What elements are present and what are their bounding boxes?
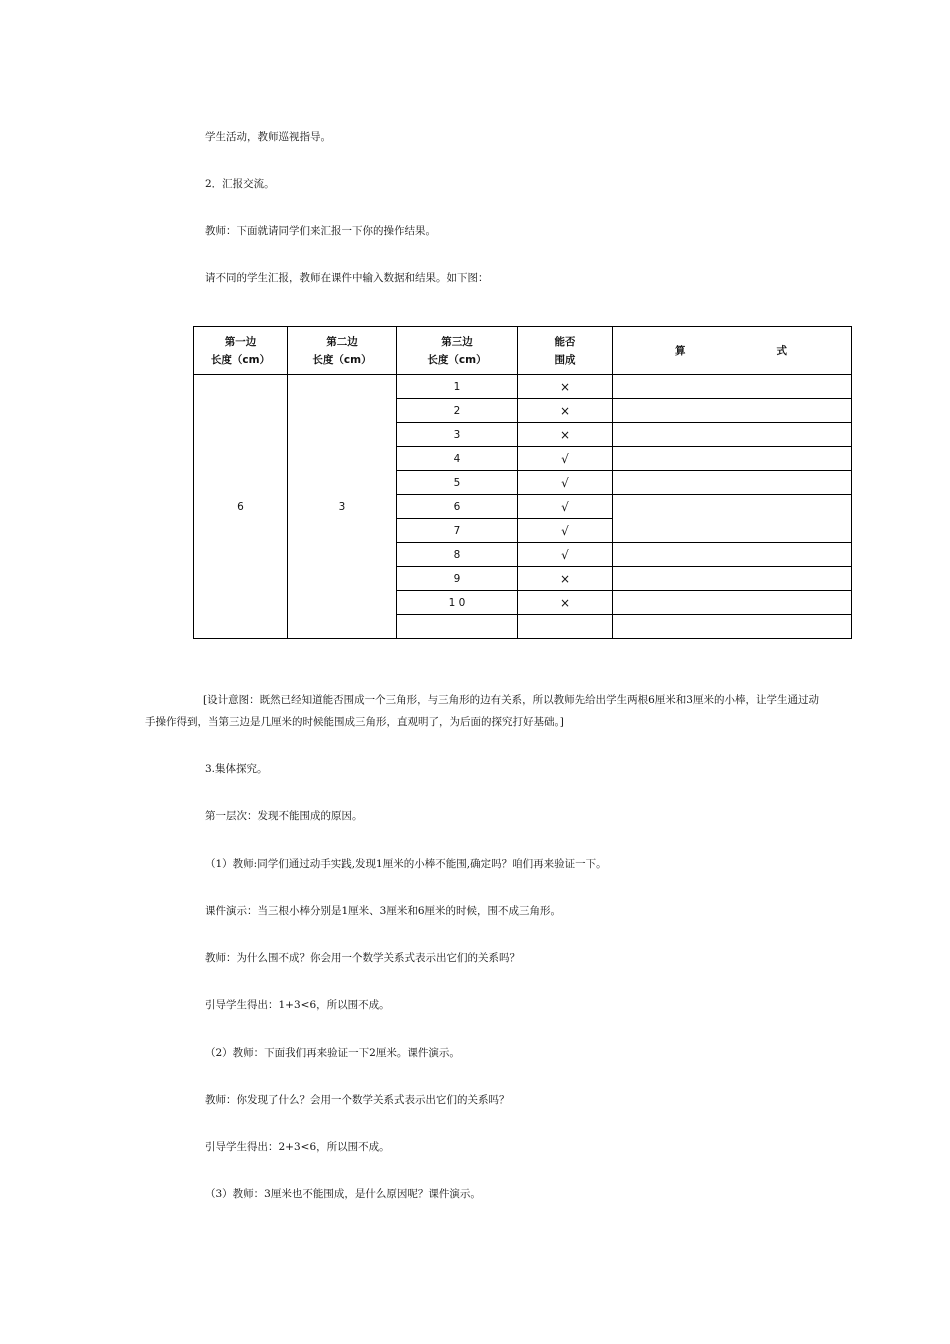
formula-cell: [613, 591, 852, 615]
result-cell: ×: [518, 567, 613, 591]
paragraph: 教师：下面就请同学们来汇报一下你的操作结果。: [205, 225, 436, 237]
paragraph: （2）教师：下面我们再来验证一下2厘米。课件演示。: [205, 1047, 460, 1059]
formula-cell: [613, 375, 852, 399]
header-first-side: 第一边 长度（cm）: [194, 327, 288, 375]
first-side-value: 6: [194, 375, 288, 639]
result-cell: ×: [518, 375, 613, 399]
paragraph: 学生活动，教师巡视指导。: [205, 131, 331, 143]
formula-cell: [613, 543, 852, 567]
paragraph: 引导学生得出：2+3<6，所以围不成。: [205, 1141, 390, 1153]
paragraph: 课件演示：当三根小棒分别是1厘米、3厘米和6厘米的时候，围不成三角形。: [205, 905, 562, 917]
result-cell: √: [518, 519, 613, 543]
result-cell: √: [518, 495, 613, 519]
result-cell: ×: [518, 423, 613, 447]
table-header-row: [194, 327, 852, 375]
formula-cell: [613, 399, 852, 423]
formula-cell: [613, 615, 852, 639]
result-cell: [518, 615, 613, 639]
third-side-cell: 7: [397, 519, 518, 543]
formula-cell: [613, 567, 852, 591]
result-cell: √: [518, 471, 613, 495]
result-cell: ×: [518, 591, 613, 615]
third-side-cell: 3: [397, 423, 518, 447]
paragraph: 引导学生得出：1+3<6，所以围不成。: [205, 999, 390, 1011]
formula-cell: [613, 495, 852, 543]
paragraph: 教师：为什么围不成？你会用一个数学关系式表示出它们的关系吗？: [205, 952, 520, 964]
paragraph: 第一层次：发现不能围成的原因。: [205, 810, 363, 822]
design-note: [设计意图：既然已经知道能否围成一个三角形，与三角形的边有关系，所以教师先给出学生两根6厘米和3厘米的小棒，让学生通过动手操作得到，当第三边是几厘米的时候能围成三角形，直观明了，为后面的探究打好基础。]: [145, 694, 819, 728]
third-side-cell: 6: [397, 495, 518, 519]
paragraph: 教师：你发现了什么？会用一个数学关系式表示出它们的关系吗？: [205, 1094, 510, 1106]
third-side-cell: 2: [397, 399, 518, 423]
header-can-form: 能否 围成: [518, 327, 613, 375]
header-formula: 算 式: [613, 327, 852, 375]
formula-cell: [613, 447, 852, 471]
third-side-cell: 8: [397, 543, 518, 567]
paragraph: 请不同的学生汇报，教师在课件中输入数据和结果。如下图：: [205, 272, 489, 284]
table-row: [194, 375, 852, 399]
formula-cell: [613, 471, 852, 495]
paragraph: 2．汇报交流。: [205, 178, 275, 190]
paragraph: （1）教师:同学们通过动手实践,发现1厘米的小棒不能围,确定吗？咱们再来验证一下。: [205, 858, 607, 870]
third-side-cell: [397, 615, 518, 639]
result-cell: ×: [518, 399, 613, 423]
third-side-cell: 1 0: [397, 591, 518, 615]
third-side-cell: 9: [397, 567, 518, 591]
result-table: [193, 326, 852, 639]
result-cell: √: [518, 543, 613, 567]
header-second-side: 第二边 长度（cm）: [288, 327, 397, 375]
third-side-cell: 1: [397, 375, 518, 399]
second-side-value: 3: [288, 375, 397, 639]
paragraph: （3）教师：3厘米也不能围成，是什么原因呢？课件演示。: [205, 1188, 481, 1200]
third-side-cell: 5: [397, 471, 518, 495]
header-third-side: 第三边 长度（cm）: [397, 327, 518, 375]
result-cell: √: [518, 447, 613, 471]
section-heading: 3.集体探究。: [205, 763, 268, 775]
third-side-cell: 4: [397, 447, 518, 471]
formula-cell: [613, 423, 852, 447]
